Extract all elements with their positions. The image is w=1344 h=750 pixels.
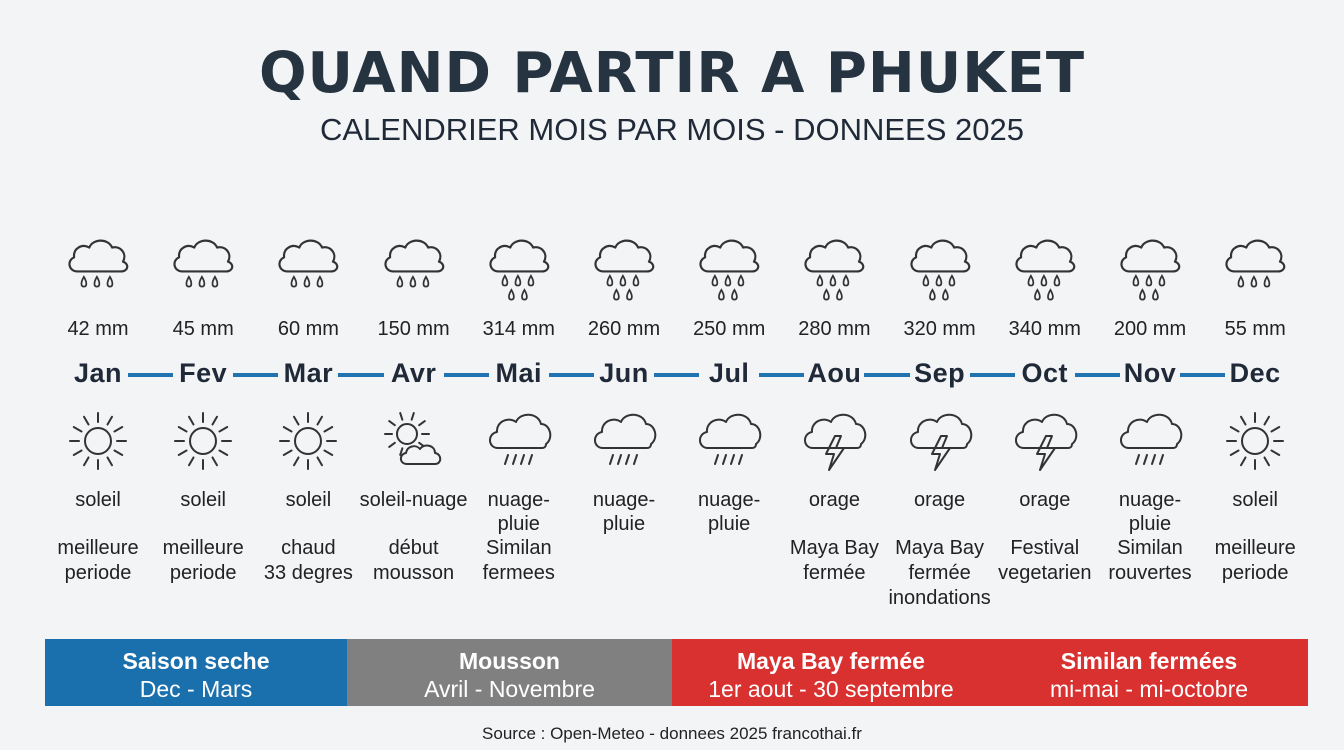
- sun-icon: [1220, 406, 1290, 476]
- rainfall-value: 260 mm: [587, 318, 661, 340]
- weather-label: nuage-pluie: [487, 489, 550, 535]
- rain-cloud-icon: [484, 406, 554, 476]
- weather-label: nuage-pluie: [1118, 489, 1182, 535]
- month-note-line: Similan: [1117, 537, 1183, 559]
- month-note-line: meilleure: [162, 537, 244, 559]
- heavy-rain-cloud-icon: [1007, 228, 1083, 304]
- storm-icon: [799, 406, 869, 476]
- light-rain-cloud-icon: [60, 228, 136, 304]
- heavy-rain-cloud-icon: [691, 228, 767, 304]
- storm-icon: [1010, 406, 1080, 476]
- season-title: Saison seche: [122, 648, 270, 674]
- month-name: Mai: [495, 358, 543, 388]
- month-note-line: Similan: [486, 537, 552, 559]
- rainfall-value: 200 mm: [1113, 318, 1187, 340]
- weather-label: nuage-pluie: [698, 489, 761, 535]
- rainfall-value: 250 mm: [693, 318, 766, 340]
- month-note-line: début: [388, 537, 439, 559]
- month-note: [1189, 536, 1321, 586]
- rainfall-value: 42 mm: [67, 318, 129, 340]
- weather-label: soleil: [1232, 489, 1278, 511]
- heavy-rain-cloud-icon: [1112, 228, 1188, 304]
- month-note-line: Maya Bay: [789, 537, 879, 559]
- month-name: Nov: [1123, 358, 1177, 388]
- rainfall-value: 60 mm: [277, 318, 339, 340]
- weather-label: orage: [808, 489, 860, 511]
- month-note-line: inondations: [888, 587, 991, 609]
- rainfall-value: 45 mm: [172, 318, 234, 340]
- weather-label: soleil-nuage: [359, 489, 468, 511]
- light-rain-cloud-icon: [165, 228, 241, 304]
- sun-cloud-icon: [379, 406, 449, 476]
- weather-label: orage: [1019, 489, 1071, 511]
- month-note-line: periode: [1221, 562, 1289, 584]
- light-rain-cloud-icon: [376, 228, 452, 304]
- season-band: [672, 639, 990, 706]
- rainfall-value: 55 mm: [1224, 318, 1286, 340]
- month-name: Fev: [179, 358, 228, 388]
- light-rain-cloud-icon: [1217, 228, 1293, 304]
- rainfall-value: 340 mm: [1008, 318, 1081, 340]
- month-note-line: Maya Bay: [895, 537, 985, 559]
- month-name: Jul: [708, 358, 750, 388]
- month-note-line: 33 degres: [263, 562, 353, 584]
- month-name: Jan: [73, 358, 123, 388]
- weather-label: soleil: [180, 489, 226, 511]
- season-band: [45, 639, 347, 706]
- month-name: Oct: [1021, 358, 1069, 388]
- month-note-line: Festival: [1010, 537, 1080, 559]
- month-name: Aou: [807, 358, 862, 388]
- month-name: Sep: [914, 358, 966, 388]
- month-note-line: meilleure: [1214, 537, 1296, 559]
- page-subtitle: CALENDRIER MOIS PAR MOIS - DONNEES 2025: [320, 112, 1024, 147]
- month-note-line: periode: [169, 562, 237, 584]
- rain-cloud-icon: [1115, 406, 1185, 476]
- storm-icon: [905, 406, 975, 476]
- rainfall-value: 320 mm: [903, 318, 976, 340]
- month-note-line: periode: [64, 562, 132, 584]
- season-legend: [45, 639, 1308, 706]
- heavy-rain-cloud-icon: [481, 228, 557, 304]
- month-note-line: mousson: [373, 562, 455, 584]
- heavy-rain-cloud-icon: [902, 228, 978, 304]
- month-name: Avr: [390, 358, 437, 388]
- source-note: Source : Open-Meteo - donnees 2025 francothai.fr: [482, 724, 862, 743]
- month-note-line: rouvertes: [1108, 562, 1192, 584]
- month-name: Dec: [1229, 358, 1281, 388]
- season-band: [990, 639, 1308, 706]
- season-period: 1er aout - 30 septembre: [708, 676, 954, 702]
- weather-label: soleil: [75, 489, 121, 511]
- page-title: QUAND PARTIR A PHUKET: [258, 41, 1086, 106]
- month-note-line: fermees: [482, 562, 555, 584]
- month-note-line: vegetarien: [998, 562, 1092, 584]
- month-note-line: fermée: [908, 562, 971, 584]
- season-period: mi-mai - mi-octobre: [1049, 676, 1249, 702]
- weather-label: nuage-pluie: [592, 489, 656, 535]
- rainfall-value: 314 mm: [482, 318, 555, 340]
- heavy-rain-cloud-icon: [796, 228, 872, 304]
- season-period: Dec - Mars: [139, 676, 253, 702]
- season-period: Avril - Novembre: [424, 676, 595, 702]
- season-title: Similan fermées: [1060, 648, 1238, 674]
- rain-cloud-icon: [589, 406, 659, 476]
- rainfall-value: 280 mm: [798, 318, 871, 340]
- light-rain-cloud-icon: [270, 228, 346, 304]
- sun-icon: [168, 406, 238, 476]
- season-title: Mousson: [459, 648, 560, 674]
- month-note-line: chaud: [281, 537, 336, 559]
- month-name: Mar: [283, 358, 334, 388]
- month-column-dec: [1195, 228, 1315, 628]
- season-title: Maya Bay fermée: [737, 648, 925, 674]
- sun-icon: [63, 406, 133, 476]
- month-note-line: fermée: [803, 562, 866, 584]
- heavy-rain-cloud-icon: [586, 228, 662, 304]
- sun-icon: [273, 406, 343, 476]
- rain-cloud-icon: [694, 406, 764, 476]
- month-name: Jun: [599, 358, 649, 388]
- weather-label: orage: [914, 489, 966, 511]
- season-band: [347, 639, 672, 706]
- rainfall-value: 150 mm: [377, 318, 450, 340]
- month-column-jun: [564, 228, 684, 628]
- weather-label: soleil: [285, 489, 332, 511]
- month-column-mai: [459, 228, 579, 628]
- month-note-line: meilleure: [57, 537, 139, 559]
